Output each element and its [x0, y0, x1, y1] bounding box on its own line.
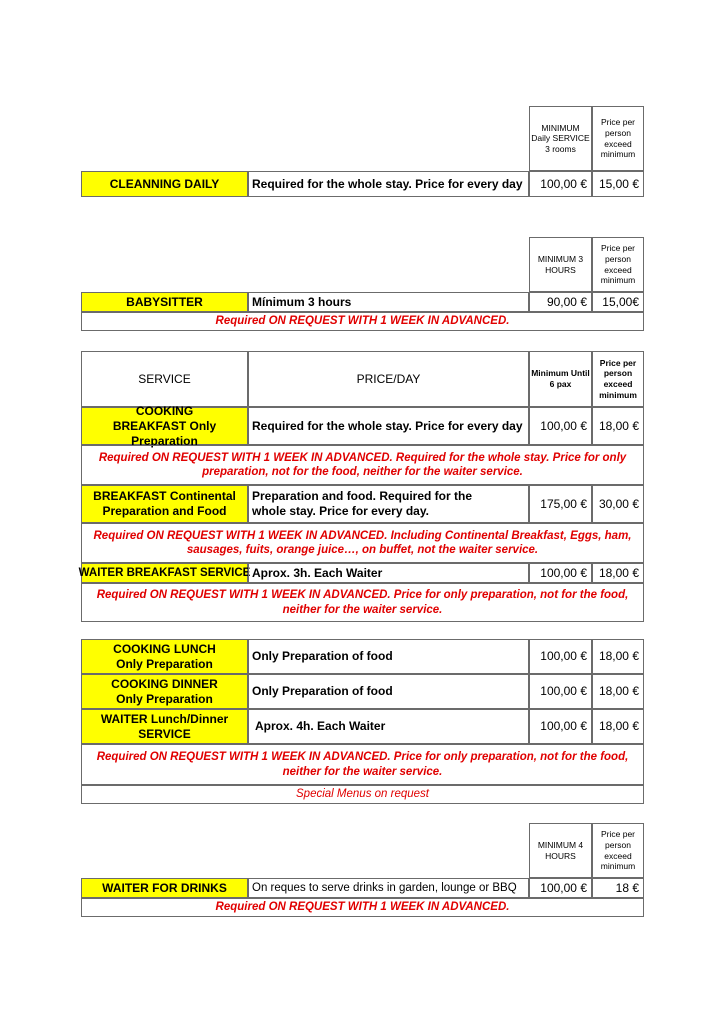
waiter-lunch-description: Aprox. 4h. Each Waiter: [248, 709, 529, 744]
cooking-breakfast-note: Required ON REQUEST WITH 1 WEEK IN ADVANCED. Required for the whole stay. Price for only preparation, not for the food, neither for the waiter service.: [81, 445, 644, 485]
breakfast-continental-description: Preparation and food. Required for the whole stay. Price for every day.: [248, 485, 529, 523]
cooking-breakfast-extra-price: 18,00 €: [592, 407, 644, 445]
header-price-day: PRICE/DAY: [248, 351, 529, 407]
cooking-dinner-price: 100,00 €: [529, 674, 592, 709]
breakfast-continental-note: Required ON REQUEST WITH 1 WEEK IN ADVANCED. Including Continental Breakfast, Eggs, ham, sausages, fuits, orange juice…, on buffet, not the waiter service.: [81, 523, 644, 563]
waiter-drinks-note: Required ON REQUEST WITH 1 WEEK IN ADVANCED.: [81, 898, 644, 917]
babysitter-note: Required ON REQUEST WITH 1 WEEK IN ADVANCED.: [81, 312, 644, 331]
service-waiter-breakfast: WAITER BREAKFAST SERVICE: [81, 563, 248, 583]
babysitter-extra-price: 15,00€: [592, 292, 644, 312]
cooking-lunch-description: Only Preparation of food: [248, 639, 529, 674]
cooking-breakfast-description: Required for the whole stay. Price for every day: [248, 407, 529, 445]
service-cleaning-daily: CLEANNING DAILY: [81, 171, 248, 197]
breakfast-continental-extra-price: 30,00 €: [592, 485, 644, 523]
cleaning-price: 100,00 €: [529, 171, 592, 197]
waiter-lunch-price: 100,00 €: [529, 709, 592, 744]
service-cooking-dinner: COOKING DINNER Only Preparation: [81, 674, 248, 709]
babysitter-description: Mínimum 3 hours: [248, 292, 529, 312]
service-babysitter: BABYSITTER: [81, 292, 248, 312]
header-price-per-person: Price per person exceed minimum: [592, 237, 644, 292]
header-price-per-person: Price per person exceed minimum: [592, 106, 644, 171]
waiter-breakfast-description: Aprox. 3h. Each Waiter: [248, 563, 529, 583]
cooking-dinner-extra-price: 18,00 €: [592, 674, 644, 709]
header-price-per-person: Price per person exceed minimum: [592, 823, 644, 878]
service-cooking-breakfast: COOKING BREAKFAST Only Preparation: [81, 407, 248, 445]
babysitter-price: 90,00 €: [529, 292, 592, 312]
waiter-breakfast-extra-price: 18,00 €: [592, 563, 644, 583]
cleaning-extra-price: 15,00 €: [592, 171, 644, 197]
breakfast-continental-price: 175,00 €: [529, 485, 592, 523]
waiter-drinks-description: On reques to serve drinks in garden, lounge or BBQ: [248, 878, 529, 898]
cooking-lunch-extra-price: 18,00 €: [592, 639, 644, 674]
header-minimum-3-hours: MINIMUM 3 HOURS: [529, 237, 592, 292]
cleaning-description: Required for the whole stay. Price for every day: [248, 171, 529, 197]
service-waiter-lunch-dinner: WAITER Lunch/Dinner SERVICE: [81, 709, 248, 744]
special-menus-note: Special Menus on request: [81, 785, 644, 804]
waiter-breakfast-note: Required ON REQUEST WITH 1 WEEK IN ADVANCED. Price for only preparation, not for the food, neither for the waiter service.: [81, 583, 644, 622]
waiter-lunch-note: Required ON REQUEST WITH 1 WEEK IN ADVANCED. Price for only preparation, not for the food, neither for the waiter service.: [81, 744, 644, 785]
waiter-breakfast-price: 100,00 €: [529, 563, 592, 583]
cooking-dinner-description: Only Preparation of food: [248, 674, 529, 709]
waiter-lunch-extra-price: 18,00 €: [592, 709, 644, 744]
service-breakfast-continental: BREAKFAST Continental Preparation and Food: [81, 485, 248, 523]
cooking-breakfast-price: 100,00 €: [529, 407, 592, 445]
waiter-drinks-price: 100,00 €: [529, 878, 592, 898]
header-minimum-6-pax: Minimum Until 6 pax: [529, 351, 592, 407]
waiter-drinks-extra-price: 18 €: [592, 878, 644, 898]
header-minimum-daily-service: MINIMUM Daily SERVICE 3 rooms: [529, 106, 592, 171]
cooking-lunch-price: 100,00 €: [529, 639, 592, 674]
service-waiter-for-drinks: WAITER FOR DRINKS: [81, 878, 248, 898]
service-cooking-lunch: COOKING LUNCH Only Preparation: [81, 639, 248, 674]
header-service: SERVICE: [81, 351, 248, 407]
header-price-per-person: Price per person exceed minimum: [592, 351, 644, 407]
header-minimum-4-hours: MINIMUM 4 HOURS: [529, 823, 592, 878]
